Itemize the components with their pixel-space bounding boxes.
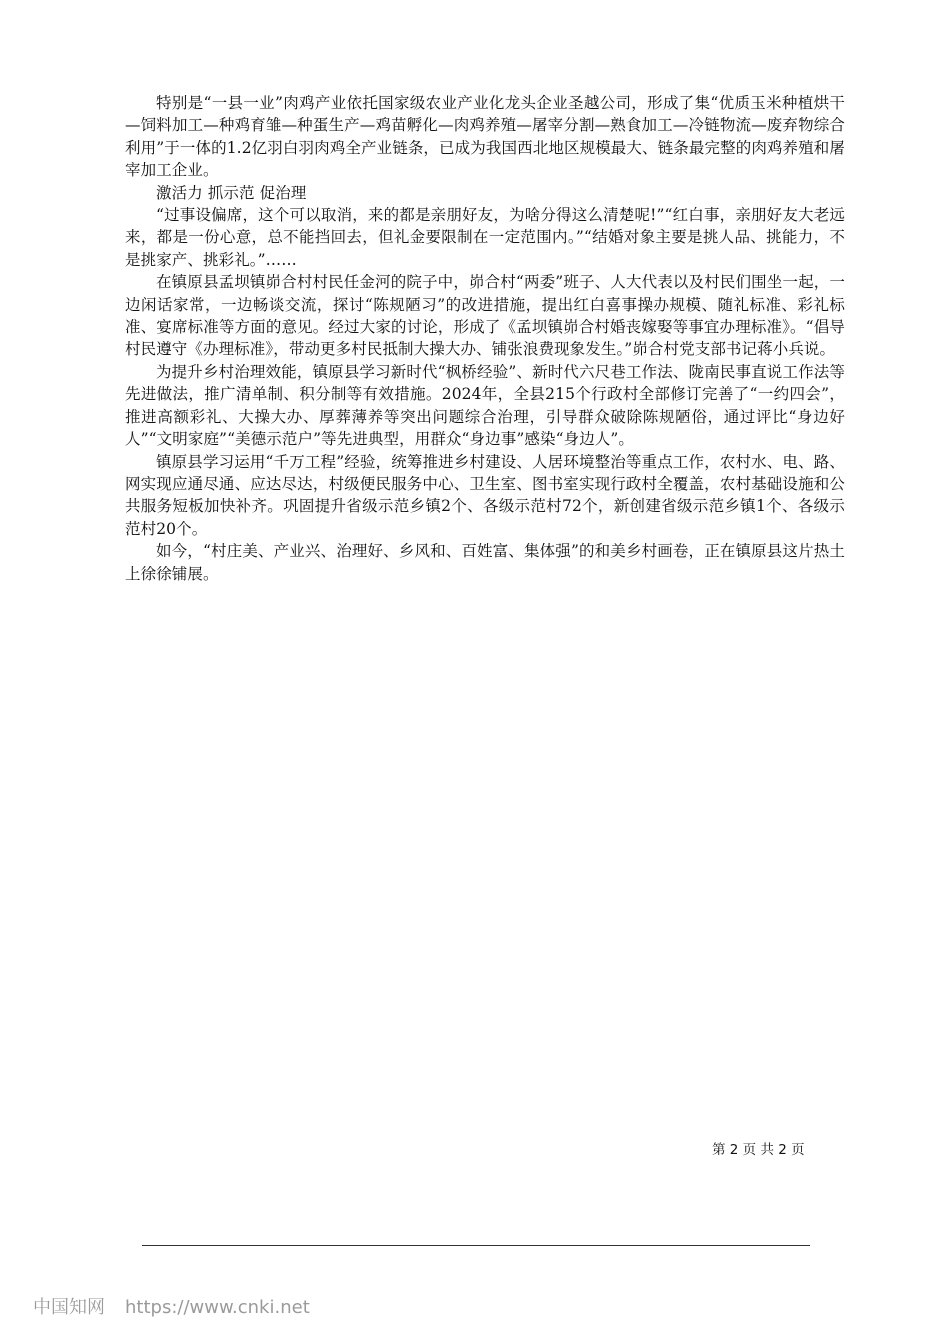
section-subheading: 激活力 抓示范 促治理	[156, 183, 307, 202]
footer-divider	[142, 1245, 810, 1246]
watermark-url: https://www.cnki.net	[125, 1297, 310, 1318]
paragraph-qianwan-project: 镇原县学习运用“千万工程”经验，统筹推进乡村建设、人居环境整治等重点工作，农村水、电、路、网实现应通尽通、应达尽达，村级便民服务中心、卫生室、图书室实现行政村全覆盖，农村基础设施和公共服务短板加快补齐。巩固提升省级示范乡镇2个、各级示范村72个，新创建省级示范乡镇1个、各级示范村20个。	[125, 452, 845, 538]
paragraph-governance: 为提升乡村治理效能，镇原县学习新时代“枫桥经验”、新时代六尺巷工作法、陇南民事直说工作法等先进做法，推广清单制、积分制等有效措施。2024年，全县215个行政村全部修订完善了“一约四会”，推进高额彩礼、大操大办、厚葬薄养等突出问题综合治理，引导群众破除陈规陋俗，通过评比“身边好人”“文明家庭”“美德示范户”等先进典型，用群众“身边事”感染“身边人”。	[125, 362, 845, 449]
paragraph-industry-chain: 特别是“一县一业”肉鸡产业依托国家级农业产业化龙头企业圣越公司，形成了集“优质玉米种植烘干—饲料加工—种鸡育雏—种蛋生产—鸡苗孵化—肉鸡养殖—屠宰分割—熟食加工—冷链物流—废弃物综合利用”于一体的1.2亿羽白羽肉鸡全产业链条，已成为我国西北地区规模最大、链条最完整的肉鸡养殖和屠宰加工企业。	[125, 94, 845, 180]
paragraph-villager-quotes: “过事设偏席，这个可以取消，来的都是亲朋好友，为啥分得这么清楚呢!”“红白事，亲朋好友大老远来，都是一份心意，总不能挡回去，但礼金要限制在一定范围内。”“结婚对象主要是挑人品、挑能力，不是挑家产、挑彩礼。”……	[125, 206, 845, 269]
cnki-watermark	[33, 1293, 310, 1319]
watermark-brand: 中国知网	[33, 1297, 105, 1318]
paragraph-maohe-village: 在镇原县孟坝镇峁合村村民任金河的院子中，峁合村“两委”班子、人大代表以及村民们围坐一起，一边闲话家常，一边畅谈交流，探讨“陈规陋习”的改进措施，提出红白喜事操办规模、随礼标准、彩礼标准、宴席标准等方面的意见。经过大家的讨论，形成了《孟坝镇峁合村婚丧嫁娶等事宜办理标准》。“倡导村民遵守《办理标准》，带动更多村民抵制大操大办、铺张浪费现象发生。”峁合村党支部书记蒋小兵说。	[125, 273, 845, 359]
article-body	[125, 92, 845, 585]
paragraph-conclusion: 如今，“村庄美、产业兴、治理好、乡风和、百姓富、集体强”的和美乡村画卷，正在镇原县这片热土上徐徐铺展。	[125, 542, 845, 583]
page-number: 第 2 页 共 2 页	[712, 1142, 805, 1158]
